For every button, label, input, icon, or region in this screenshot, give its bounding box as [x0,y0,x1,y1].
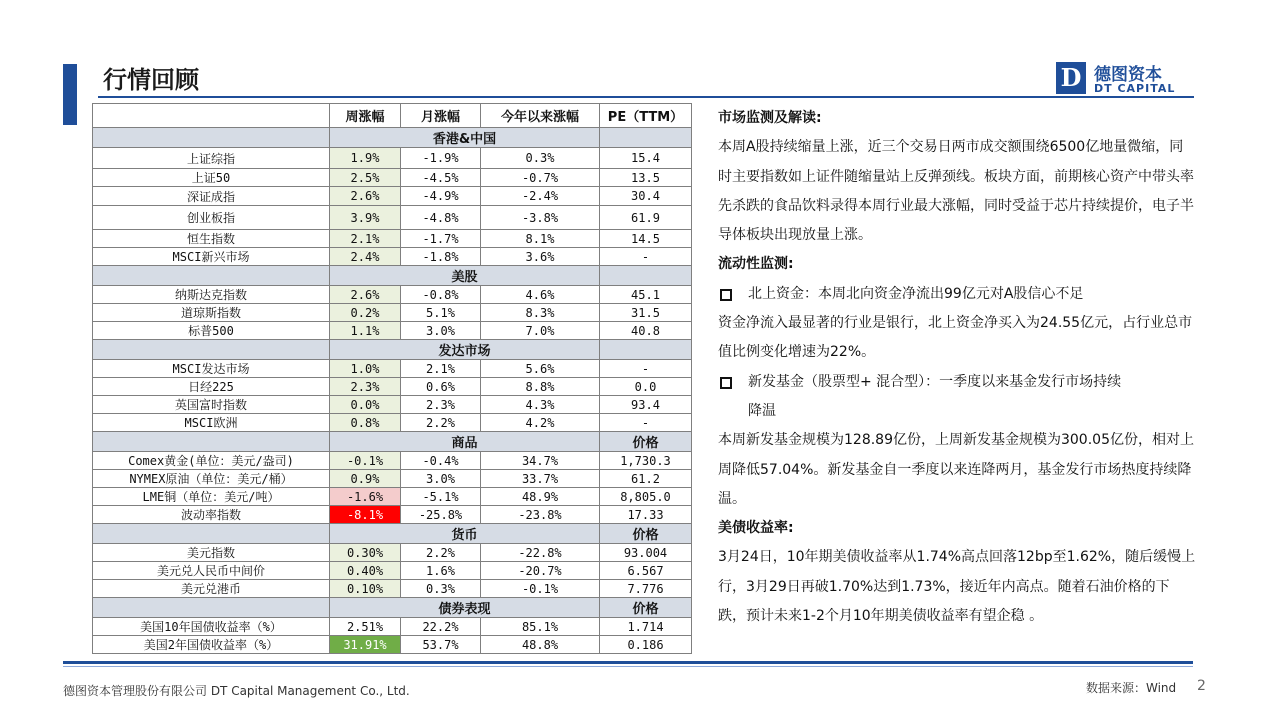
footer-divider [63,661,1193,664]
pe-or-price: 40.8 [600,322,692,340]
ytd-change: 0.3% [481,148,600,169]
weekly-change: 31.91% [330,636,401,654]
ytd-change: 4.3% [481,396,600,414]
monthly-change: 2.2% [401,414,481,432]
section-title: 债券表现 [330,598,600,618]
section-header-row [93,524,692,544]
table-row [93,414,692,432]
treasury-text: 3月24日，10年期美债收益率从1.74%高点回落12bp至1.62%，随后缓慢上行，3月29日再破1.70%达到1.73%，接近年内高点。随着石油价格的下跌，预计未来1-2个月10年期美债收益率有望企稳 。 [718,549,1196,625]
row-name: 波动率指数 [93,506,330,524]
weekly-change: 0.0% [330,396,401,414]
ytd-change: -20.7% [481,562,600,580]
table-row [93,544,692,562]
monthly-change: -5.1% [401,488,481,506]
weekly-change: 0.2% [330,304,401,322]
monthly-change: -4.8% [401,206,481,230]
monthly-change: 2.3% [401,396,481,414]
pe-or-price: 1,730.3 [600,452,692,470]
weekly-change: -0.1% [330,452,401,470]
header-name [93,104,330,128]
pe-or-price: 1.714 [600,618,692,636]
ytd-change: 33.7% [481,470,600,488]
weekly-change: -1.6% [330,488,401,506]
pe-or-price: 93.004 [600,544,692,562]
weekly-change: 3.9% [330,206,401,230]
ytd-change: -3.8% [481,206,600,230]
section-price-header [600,340,692,360]
section-title-spacer [93,432,330,452]
ytd-change: -2.4% [481,187,600,206]
square-bullet-icon [720,289,732,301]
pe-or-price: - [600,360,692,378]
monthly-change: 5.1% [401,304,481,322]
monthly-change: -1.8% [401,248,481,266]
section-price-header: 价格 [600,598,692,618]
new-fund-detail-text: 本周新发基金规模为128.89亿份，上周新发基金规模为300.05亿份，相对上周降低57.04%。新发基金自一季度以来连降两月，基金发行市场热度持续降温。 [718,432,1194,507]
monthly-change: 3.0% [401,470,481,488]
row-name: 创业板指 [93,206,330,230]
section-title-spacer [93,340,330,360]
weekly-change: 0.40% [330,562,401,580]
pe-or-price: - [600,414,692,432]
weekly-change: 0.9% [330,470,401,488]
section-header-row [93,340,692,360]
logo-mark-icon: D [1056,62,1086,94]
weekly-change: 2.51% [330,618,401,636]
pe-or-price: 61.2 [600,470,692,488]
pe-or-price: 61.9 [600,206,692,230]
section-title: 货币 [330,524,600,544]
weekly-change: 1.1% [330,322,401,340]
monthly-change: 2.2% [401,544,481,562]
market-monitor-heading: 市场监测及解读: [718,110,822,126]
section-title-spacer [93,266,330,286]
ytd-change: 34.7% [481,452,600,470]
header-monthly: 月涨幅 [401,104,481,128]
table-row [93,187,692,206]
row-name: Comex黄金(单位：美元/盎司) [93,452,330,470]
weekly-change: 2.1% [330,230,401,248]
commentary-panel [718,104,1196,631]
ytd-change: -0.7% [481,169,600,187]
monthly-change: -4.9% [401,187,481,206]
ytd-change: 8.1% [481,230,600,248]
market-monitor-text: 本周A股持续缩量上涨，近三个交易日两市成交额围绕6500亿地量微缩，同时主要指数如上证件随缩量站上反弹颈线。板块方面，前期核心资产中带头率先杀跌的食品饮料录得本周行业最大涨幅，同时受益于芯片持续提价，电子半导体板块出现放量上涨。 [718,139,1194,244]
pe-or-price: 7.776 [600,580,692,598]
section-header-row [93,266,692,286]
company-logo [1056,62,1196,96]
row-name: 上证综指 [93,148,330,169]
pe-or-price: 0.0 [600,378,692,396]
section-header-row [93,432,692,452]
section-price-header [600,128,692,148]
logo-en-text: DT CAPITAL [1094,82,1176,95]
row-name: 标普500 [93,322,330,340]
monthly-change: -1.9% [401,148,481,169]
header-pe: PE（TTM） [600,104,692,128]
header-weekly: 周涨幅 [330,104,401,128]
ytd-change: 5.6% [481,360,600,378]
table-row [93,230,692,248]
table-header-row [93,104,692,128]
footer-divider-thin [63,666,1193,667]
pe-or-price: 14.5 [600,230,692,248]
pe-or-price: 31.5 [600,304,692,322]
pe-or-price: 93.4 [600,396,692,414]
monthly-change: 3.0% [401,322,481,340]
table-row [93,562,692,580]
section-title-spacer [93,598,330,618]
weekly-change: -8.1% [330,506,401,524]
section-price-header: 价格 [600,524,692,544]
ytd-change: 3.6% [481,248,600,266]
monthly-change: -1.7% [401,230,481,248]
monthly-change: 2.1% [401,360,481,378]
weekly-change: 2.4% [330,248,401,266]
row-name: 日经225 [93,378,330,396]
monthly-change: -25.8% [401,506,481,524]
monthly-change: 0.3% [401,580,481,598]
section-title: 香港&中国 [330,128,600,148]
weekly-change: 0.10% [330,580,401,598]
market-performance-table [92,103,692,654]
table-row [93,378,692,396]
table-row [93,452,692,470]
table-row [93,206,692,230]
table-row [93,169,692,187]
row-name: 美元兑人民币中间价 [93,562,330,580]
ytd-change: 8.8% [481,378,600,396]
pe-or-price: 30.4 [600,187,692,206]
pe-or-price: 15.4 [600,148,692,169]
table-row [93,636,692,654]
ytd-change: 48.8% [481,636,600,654]
table-row [93,618,692,636]
monthly-change: -0.4% [401,452,481,470]
monthly-change: 22.2% [401,618,481,636]
row-name: MSCI发达市场 [93,360,330,378]
table-row [93,470,692,488]
section-price-header [600,266,692,286]
table-row [93,286,692,304]
northbound-bullet [718,280,1196,309]
ytd-change: 4.6% [481,286,600,304]
ytd-change: -23.8% [481,506,600,524]
monthly-change: 53.7% [401,636,481,654]
weekly-change: 0.8% [330,414,401,432]
monthly-change: 0.6% [401,378,481,396]
row-name: 纳斯达克指数 [93,286,330,304]
row-name: 深证成指 [93,187,330,206]
row-name: 恒生指数 [93,230,330,248]
ytd-change: 85.1% [481,618,600,636]
new-fund-bullet [718,368,1196,397]
treasury-heading: 美债收益率: [718,520,794,537]
ytd-change: -22.8% [481,544,600,562]
footer-source: 数据来源：Wind [1086,681,1177,695]
section-title-spacer [93,128,330,148]
header-ytd: 今年以来涨幅 [481,104,600,128]
ytd-change: 48.9% [481,488,600,506]
weekly-change: 1.9% [330,148,401,169]
section-title: 商品 [330,432,600,452]
title-divider [98,96,1194,98]
northbound-detail-text: 资金净流入最显著的行业是银行，北上资金净买入为24.55亿元，占行业总市值比例变化增速为22%。 [718,315,1193,361]
ytd-change: -0.1% [481,580,600,598]
pe-or-price: 6.567 [600,562,692,580]
footer-company: 德图资本管理股份有限公司 DT Capital Management Co., Ltd. [63,684,410,698]
northbound-bullet-text: 北上资金：本周北向资金净流出99亿元对A股信心不足 [748,285,1084,302]
table-row [93,148,692,169]
ytd-change: 8.3% [481,304,600,322]
row-name: 美元兑港币 [93,580,330,598]
ytd-change: 7.0% [481,322,600,340]
liquidity-heading: 流动性监测: [718,256,794,273]
monthly-change: 1.6% [401,562,481,580]
weekly-change: 2.6% [330,187,401,206]
ytd-change: 4.2% [481,414,600,432]
row-name: 道琼斯指数 [93,304,330,322]
pe-or-price: 0.186 [600,636,692,654]
weekly-change: 0.30% [330,544,401,562]
row-name: MSCI新兴市场 [93,248,330,266]
square-bullet-icon [720,377,732,389]
row-name: LME铜（单位：美元/吨） [93,488,330,506]
table-row [93,248,692,266]
row-name: 美国10年国债收益率（%） [93,618,330,636]
monthly-change: -4.5% [401,169,481,187]
new-fund-bullet-text: 新发基金（股票型+ 混合型）：一季度以来基金发行市场持续 [748,373,1122,390]
page-title: 行情回顾 [103,66,199,94]
table-row [93,304,692,322]
title-accent-bar [63,64,77,125]
section-header-row [93,128,692,148]
row-name: MSCI欧洲 [93,414,330,432]
table-row [93,580,692,598]
pe-or-price: 17.33 [600,506,692,524]
weekly-change: 2.3% [330,378,401,396]
table-row [93,360,692,378]
weekly-change: 2.6% [330,286,401,304]
weekly-change: 1.0% [330,360,401,378]
row-name: 上证50 [93,169,330,187]
pe-or-price: 13.5 [600,169,692,187]
row-name: NYMEX原油（单位：美元/桶） [93,470,330,488]
table-row [93,506,692,524]
weekly-change: 2.5% [330,169,401,187]
row-name: 美国2年国债收益率（%） [93,636,330,654]
table-row [93,396,692,414]
section-title: 美股 [330,266,600,286]
page-number: 2 [1197,678,1206,694]
table-row [93,322,692,340]
row-name: 英国富时指数 [93,396,330,414]
logo-cn-text: 德图资本 [1094,65,1162,85]
pe-or-price: 8,805.0 [600,488,692,506]
section-title: 发达市场 [330,340,600,360]
pe-or-price: 45.1 [600,286,692,304]
new-fund-bullet-cont: 降温 [748,402,776,419]
row-name: 美元指数 [93,544,330,562]
section-price-header: 价格 [600,432,692,452]
section-title-spacer [93,524,330,544]
pe-or-price: - [600,248,692,266]
monthly-change: -0.8% [401,286,481,304]
section-header-row [93,598,692,618]
table-row [93,488,692,506]
